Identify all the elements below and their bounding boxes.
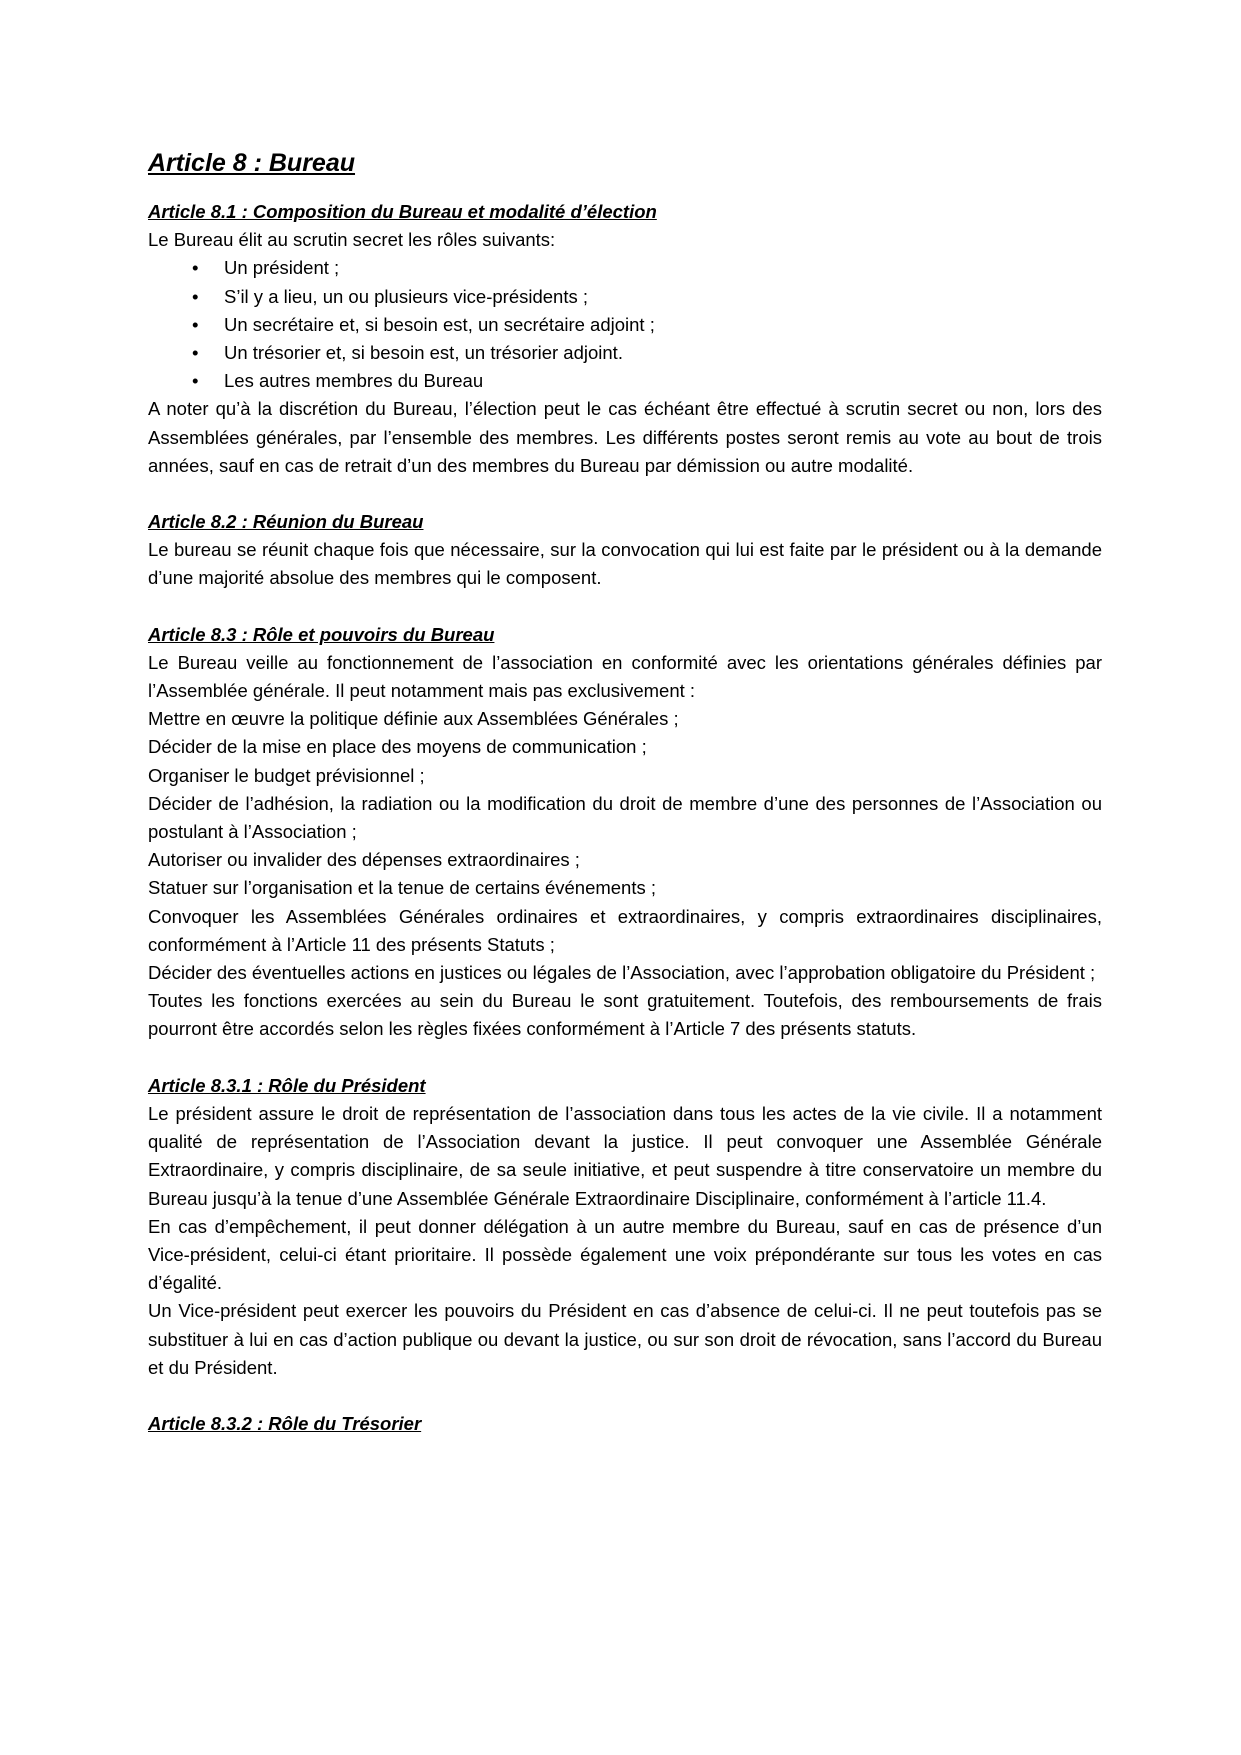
list-item-text: S’il y a lieu, un ou plusieurs vice-présidents ; (224, 285, 589, 307)
article-8-3-title: Article 8.3 : Rôle et pouvoirs du Bureau (148, 623, 495, 645)
president-paragraph: Un Vice-président peut exercer les pouvoirs du Président en cas d’absence de celui-ci. Il ne peut toutefois pas se substituer à lui en cas d’action publique ou devant la justice, ou sur son droit de révocation, sans l’accord du Bureau et du Président. (148, 1300, 1102, 1378)
article-8-3-intro: Le Bureau veille au fonctionnement de l’association en conformité avec les orientations générales définies par l’Assemblée générale. Il peut notamment mais pas exclusivement : (148, 651, 1102, 702)
duty-line: Mettre en œuvre la politique définie aux Assemblées Générales ; (148, 708, 679, 730)
duty-line: Toutes les fonctions exercées au sein du Bureau le sont gratuitement. Toutefois, des remboursements de frais pourront être accordés selon les règles fixées conformément à l’Article 7 des présents statuts. (148, 990, 1102, 1040)
bullet-icon: • (192, 285, 199, 307)
duty-line: Décider des éventuelles actions en justices ou légales de l’Association, avec l’approbation obligatoire du Président ; (148, 962, 1096, 984)
bullet-icon: • (192, 370, 199, 392)
article-8-title: Article 8 : Bureau (148, 149, 356, 177)
bullet-icon: • (192, 342, 199, 364)
article-8-1-note: A noter qu’à la discrétion du Bureau, l’élection peut le cas échéant être effectué à scrutin secret ou non, lors des Assemblées générales, par l’ensemble des membres. Les différents postes seront remis au vote au bout de trois années, sauf en cas de retrait d’un des membres du Bureau par démission ou autre modalité. (148, 398, 1102, 476)
list-item (148, 311, 1102, 339)
duty-line: Convoquer les Assemblées Générales ordinaires et extraordinaires, y compris extraordinaires disciplinaires, conformément à l’Article 11 des présents Statuts ; (148, 905, 1102, 955)
article-8-2-body: Le bureau se réunit chaque fois que nécessaire, sur la convocation qui lui est faite par le président ou à la demande d’une majorité absolue des membres qui le composent. (148, 539, 1102, 589)
article-8-2-title: Article 8.2 : Réunion du Bureau (148, 511, 424, 533)
list-item (148, 339, 1102, 367)
article-8-1-intro: Le Bureau élit au scrutin secret les rôles suivants: (148, 229, 556, 251)
duty-line: Organiser le budget prévisionnel ; (148, 764, 425, 786)
list-item-text: Un secrétaire et, si besoin est, un secrétaire adjoint ; (224, 313, 655, 335)
president-paragraph: Le président assure le droit de représentation de l’association dans tous les actes de la vie civile. Il a notamment qualité de représentation de l’Association devant la justice. Il peut convoquer une Assemblée Générale Extraordinaire, y compris disciplinaire, de sa seule initiative, et peut suspendre à titre conservatoire un membre du Bureau jusqu’à la tenue d’une Assemblée Générale Extraordinaire Disciplinaire, conformément à l’article 11.4. (148, 1102, 1102, 1209)
article-8-3-1-title: Article 8.3.1 : Rôle du Président (148, 1074, 426, 1096)
duty-line: Décider de l’adhésion, la radiation ou la modification du droit de membre d’une des personnes de l’Association ou postulant à l’Association ; (148, 792, 1102, 843)
document-page (148, 148, 1102, 1438)
article-8-1-title: Article 8.1 : Composition du Bureau et modalité d’élection (148, 201, 657, 222)
list-item-text: Un trésorier et, si besoin est, un trésorier adjoint. (224, 342, 623, 364)
list-item (148, 254, 1102, 282)
duty-line: Décider de la mise en place des moyens de communication ; (148, 736, 647, 758)
article-8-3-2-title: Article 8.3.2 : Rôle du Trésorier (148, 1412, 422, 1434)
list-item (148, 283, 1102, 311)
list-item-text: Un président ; (224, 257, 340, 279)
president-paragraph: En cas d’empêchement, il peut donner délégation à un autre membre du Bureau, sauf en cas de présence d’un Vice-président, celui-ci étant prioritaire. Il possède également une voix prépondérante sur tous les votes en cas d’égalité. (148, 1215, 1102, 1294)
duty-line: Statuer sur l’organisation et la tenue de certains événements ; (148, 877, 657, 899)
bullet-icon: • (192, 257, 199, 279)
list-item-text: Les autres membres du Bureau (224, 370, 484, 392)
bullet-icon: • (192, 313, 199, 335)
duty-line: Autoriser ou invalider des dépenses extraordinaires ; (148, 849, 580, 871)
list-item (148, 367, 1102, 395)
roles-list (148, 254, 1102, 395)
